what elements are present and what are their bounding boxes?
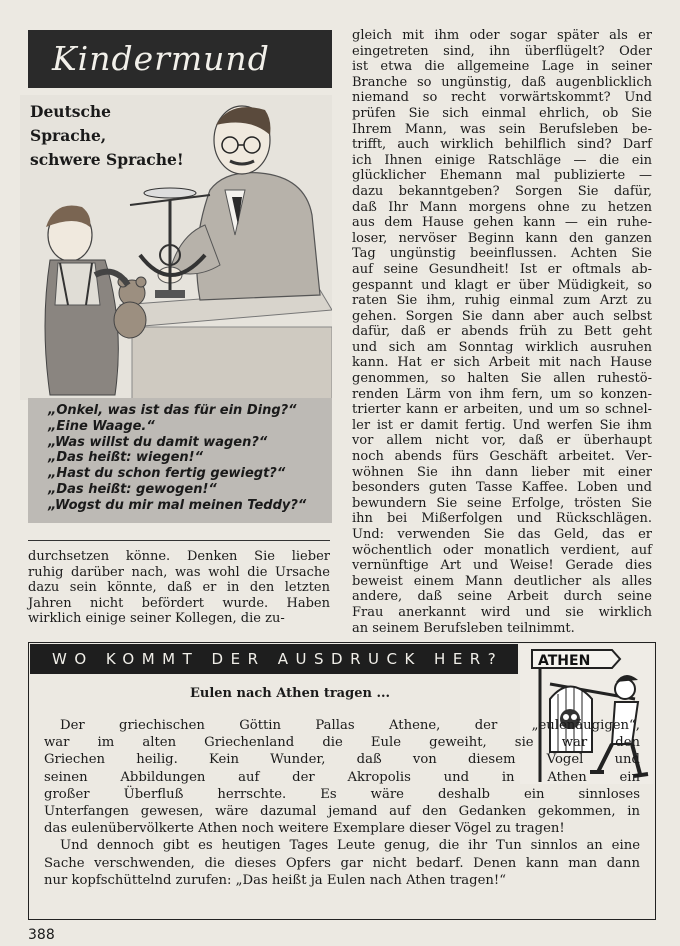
text-line: nur kopfschüttelnd zurufen: „Das heißt ja Eulen nach Athen tragen!“ — [44, 872, 506, 888]
text-line: Sache verschwenden, die dieses Opfers gar nicht bedarf. Denen kann man dann — [44, 855, 640, 871]
text-line: wöhnen Sie ihn dann lieber mit einer — [352, 464, 652, 480]
text-line: auf seine Gesundheit! Ist er oftmals ab- — [352, 261, 652, 277]
text-line: ist etwa die allgemeine Lage in seiner — [352, 59, 652, 75]
text-line: an seinem Berufsleben teilnimmt. — [352, 620, 575, 636]
subheading-line: schwere Sprache! — [30, 150, 184, 169]
text-line: gespannt und klagt er über Müdigkeit, so — [352, 277, 652, 293]
subheading — [30, 100, 190, 172]
text-line: besonders guten Tasse Kaffee. Loben und — [352, 480, 652, 496]
feature-box-text — [44, 717, 640, 889]
dialogue-line: „Das heißt: wiegen!“ — [48, 450, 203, 466]
text-line: vor allem nicht vor, daß er überhaupt — [352, 433, 652, 449]
text-line: andere, daß seine Arbeit durch seine — [352, 589, 652, 605]
text-line: Jahren nicht befördert wurde. Haben — [28, 595, 330, 611]
text-line: das eulenübervölkerte Athen noch weitere Exemplare dieser Vögel zu tragen! — [44, 821, 565, 837]
text-line: loser, nervöser Beginn kann den ganzen — [352, 230, 652, 246]
section-title-banner: Kindermund — [28, 30, 332, 88]
feature-box-heading: WO KOMMT DER AUSDRUCK HER? — [30, 644, 518, 674]
text-line: Frau anerkannt wird und sie wirklich — [352, 604, 652, 620]
text-line: dafür, daß er abends früh zu Bett geht — [352, 324, 652, 340]
text-line: Unterfangen gewesen, wäre dazumal jemand auf den Gedanken gekommen, in — [44, 804, 640, 820]
text-line: daß Ihr Mann morgens ohne zu hetzen — [352, 199, 652, 215]
text-line: wöchentlich oder monatlich verdient, auf — [352, 542, 652, 558]
dialogue-line: „Eine Waage.“ — [48, 418, 155, 434]
text-line: dazu sein könnte, daß er in den letzten — [28, 580, 330, 596]
page-number: 388 — [28, 927, 55, 943]
text-line: Und: verwenden Sie das Geld, das er — [352, 527, 652, 542]
text-line: Ihrem Mann, was sein Berufsleben be- — [352, 121, 652, 137]
text-line: bewundern Sie seine Erfolge, trösten Sie — [352, 495, 652, 511]
text-line: großer Überfluß herrschte. Es wäre deshalb ein sinnloses — [44, 786, 640, 802]
text-line: vernünftige Art und Weise! Gerade dies — [352, 558, 652, 574]
text-line: gleich mit ihm oder sogar später als er — [352, 28, 652, 43]
dialogue-line: „Was willst du damit wagen?“ — [48, 434, 268, 450]
dialogue-box — [28, 398, 332, 523]
text-line: Der griechischen Göttin Pallas Athene, der „eulenäugigen“, — [60, 718, 640, 733]
text-line: Griechen heilig. Kein Wunder, daß von diesem Vogel und — [44, 752, 640, 768]
text-line: eingetreten sind, ihn überflügelt? Oder — [352, 43, 652, 59]
text-line: genommen, so halten Sie allen ruhestö- — [352, 371, 652, 387]
text-line: dazu bekanntgeben? Sorgen Sie dafür, — [352, 183, 652, 199]
text-line: raten Sie ihm, ruhig einmal zum Arzt zu — [352, 293, 652, 309]
text-line: war im alten Griechenland die Eule geweiht, sie war den — [44, 735, 640, 751]
text-line: durchsetzen könne. Denken Sie lieber — [28, 549, 330, 564]
dialogue-line: „Hast du schon fertig gewiegt?“ — [48, 466, 286, 482]
text-line: ler ist er damit fertig. Und werfen Sie ihm — [352, 417, 652, 433]
article-left-column — [28, 549, 330, 627]
text-line: Branche so ungünstig, daß augenblicklich — [352, 74, 652, 90]
feature-box-title: Eulen nach Athen tragen ... — [189, 686, 391, 701]
text-line: und sich am Sonntag wirklich ausruhen — [352, 339, 652, 355]
text-line: aus dem Hause gehen kann — ein ruhe- — [352, 215, 652, 231]
text-line: ich Ihnen einige Ratschläge — die ein — [352, 152, 652, 168]
text-line: Tag ungünstig beeinflussen. Achten Sie — [352, 246, 652, 262]
dialogue-line: „Das heißt: gewogen!“ — [48, 481, 217, 497]
text-line: niemand so recht vorwärtskommt? Und — [352, 90, 652, 106]
text-line: ruhig darüber nach, was wohl die Ursache — [28, 564, 330, 580]
text-line: glücklicher Ehemann mal publizierte — — [352, 168, 652, 184]
text-line: trierter kann er arbeiten, und um so schnel- — [352, 402, 652, 418]
text-line: noch abends fürs Geschäft arbeitet. Ver- — [352, 449, 652, 465]
dialogue-line: „Onkel, was ist das für ein Ding?“ — [48, 403, 297, 418]
text-line: prüfen Sie sich einmal ehrlich, ob Sie — [352, 105, 652, 121]
subheading-line: Deutsche Sprache, — [30, 102, 112, 145]
text-line: trifft, auch wirklich behilflich sind? Darf — [352, 137, 652, 153]
text-line: wirklich einige seiner Kollegen, die zu- — [28, 611, 285, 627]
text-line: Und dennoch gibt es heutigen Tages Leute genug, die ihr Tun sinnlos an eine — [60, 838, 640, 854]
text-line: gehen. Sorgen Sie dann aber auch selbst — [352, 308, 652, 324]
text-line: beweist einem Mann deutlicher als alles — [352, 573, 652, 589]
text-line: ihn bei Mißerfolgen und Rückschlägen. — [352, 511, 652, 527]
article-right-column — [352, 28, 652, 636]
text-line: seinen Abbildungen auf der Akropolis und in Athen ein — [44, 769, 640, 785]
text-line: renden Lärm von ihm fern, um so konzen- — [352, 386, 652, 402]
text-line: kann. Hat er sich Arbeit mit nach Hause — [352, 355, 652, 371]
athen-sign-text: ATHEN — [538, 653, 591, 669]
dialogue-line: „Wogst du mir mal meinen Teddy?“ — [48, 497, 307, 513]
divider — [28, 540, 330, 541]
